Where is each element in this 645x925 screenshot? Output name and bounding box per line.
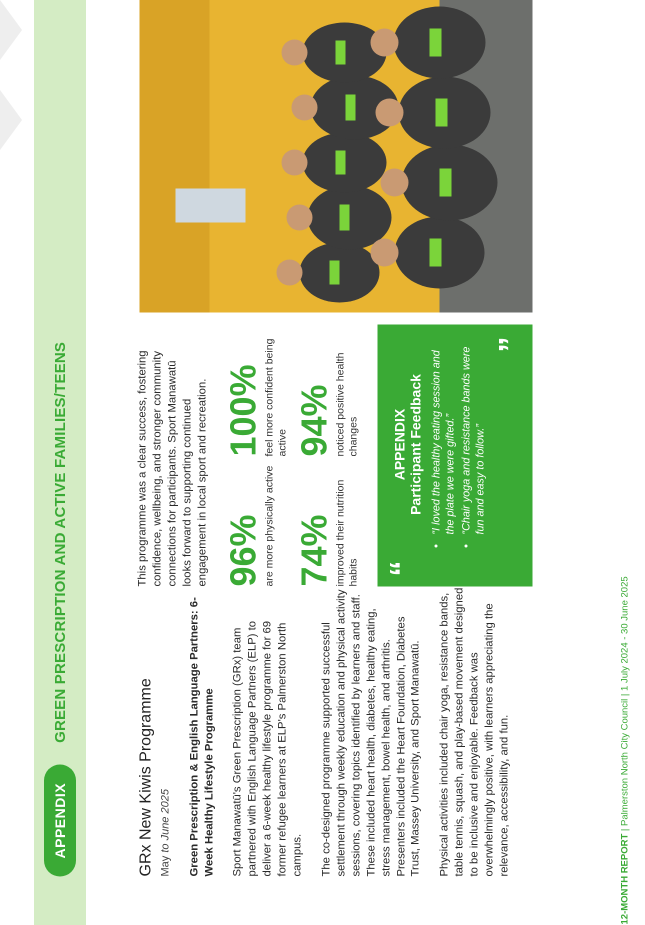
footer-report-label: 12-MONTH REPORT xyxy=(619,833,631,925)
stat-value: 100% xyxy=(222,364,264,457)
stat-item xyxy=(293,327,360,457)
programme-column xyxy=(136,587,527,877)
feedback-quote: • “I loved the healthy eating session and the plate we were gifted.” xyxy=(430,341,458,535)
section-title: GREEN PRESCRIPTION AND ACTIVE FAMILIES/TEENS xyxy=(51,341,69,743)
stat-label: feel more confident being active xyxy=(263,338,289,457)
summary-column xyxy=(136,337,211,587)
body-paragraph: The co-designed programme supported successful settlement through weekly education and physical activity sessions, covering topics identified by learners and staff. These included heart health, diabetes, healthy eating, stress management, bowel health, and arthritis. Presenters included the Heart Foundation, Diabetes Trust, Massey University, and Sport Manawatū. xyxy=(320,589,422,877)
feedback-list xyxy=(430,341,488,549)
decorative-chevron xyxy=(0,0,22,60)
header-band xyxy=(34,0,86,925)
stat-label: noticed positive health changes xyxy=(334,352,360,457)
close-quote-icon: ” xyxy=(492,336,529,353)
summary-paragraph: This programme was a clear success, fostering confidence, wellbeing, and stronger community connections for participants. Sport Manawatū looks forward to supporting continued engagement in local sport and recreation. xyxy=(136,350,209,587)
programme-title: GRx New Kiwis Programme xyxy=(137,678,155,877)
page-footer xyxy=(620,576,631,924)
body-paragraph: Physical activities included chair yoga, resistance bands, table tennis, squash, and play-based movement designed to be inclusive and enjoyable. Feedback was overwhelmingly positive, with learners appreciating the relevance, accessibility, and fun. xyxy=(438,587,511,877)
decorative-chevron xyxy=(0,90,22,150)
stat-label: are more physically active xyxy=(263,465,276,587)
stat-label: improved their nutrition habits xyxy=(334,479,360,587)
stat-value: 94% xyxy=(293,384,335,457)
stats-grid xyxy=(222,327,360,587)
programme-subheading: Green Prescription & English Language Partners: 6-Week Healthy Lifestyle Programme xyxy=(188,597,216,877)
feedback-heading: APPENDIX xyxy=(391,408,408,481)
stat-item xyxy=(293,457,360,587)
stat-item xyxy=(222,327,289,457)
programme-date: May to June 2025 xyxy=(159,789,172,877)
body-paragraph: Sport Manawatū's Green Prescription (GRx) team partnered with English Language Partners (ELP) to deliver a 6-week healthy lifestyle programme for 69 former refugee learners at ELP's Palmerston North campus. xyxy=(231,620,304,877)
feedback-quote: • “Chair yoga and resistance bands were fun and easy to follow.” xyxy=(460,341,488,535)
group-photo xyxy=(140,0,533,313)
feedback-subheading: Participant Feedback xyxy=(407,374,424,515)
page-content xyxy=(86,0,645,925)
stat-item xyxy=(222,457,289,587)
footer-details: | Palmerston North City Council | 1 July 2024 - 30 June 2025 xyxy=(619,576,631,834)
stat-value: 96% xyxy=(222,514,264,587)
stat-value: 74% xyxy=(293,514,335,587)
appendix-pill: APPENDIX xyxy=(44,765,76,877)
feedback-box xyxy=(378,325,533,587)
open-quote-icon: “ xyxy=(383,560,420,577)
